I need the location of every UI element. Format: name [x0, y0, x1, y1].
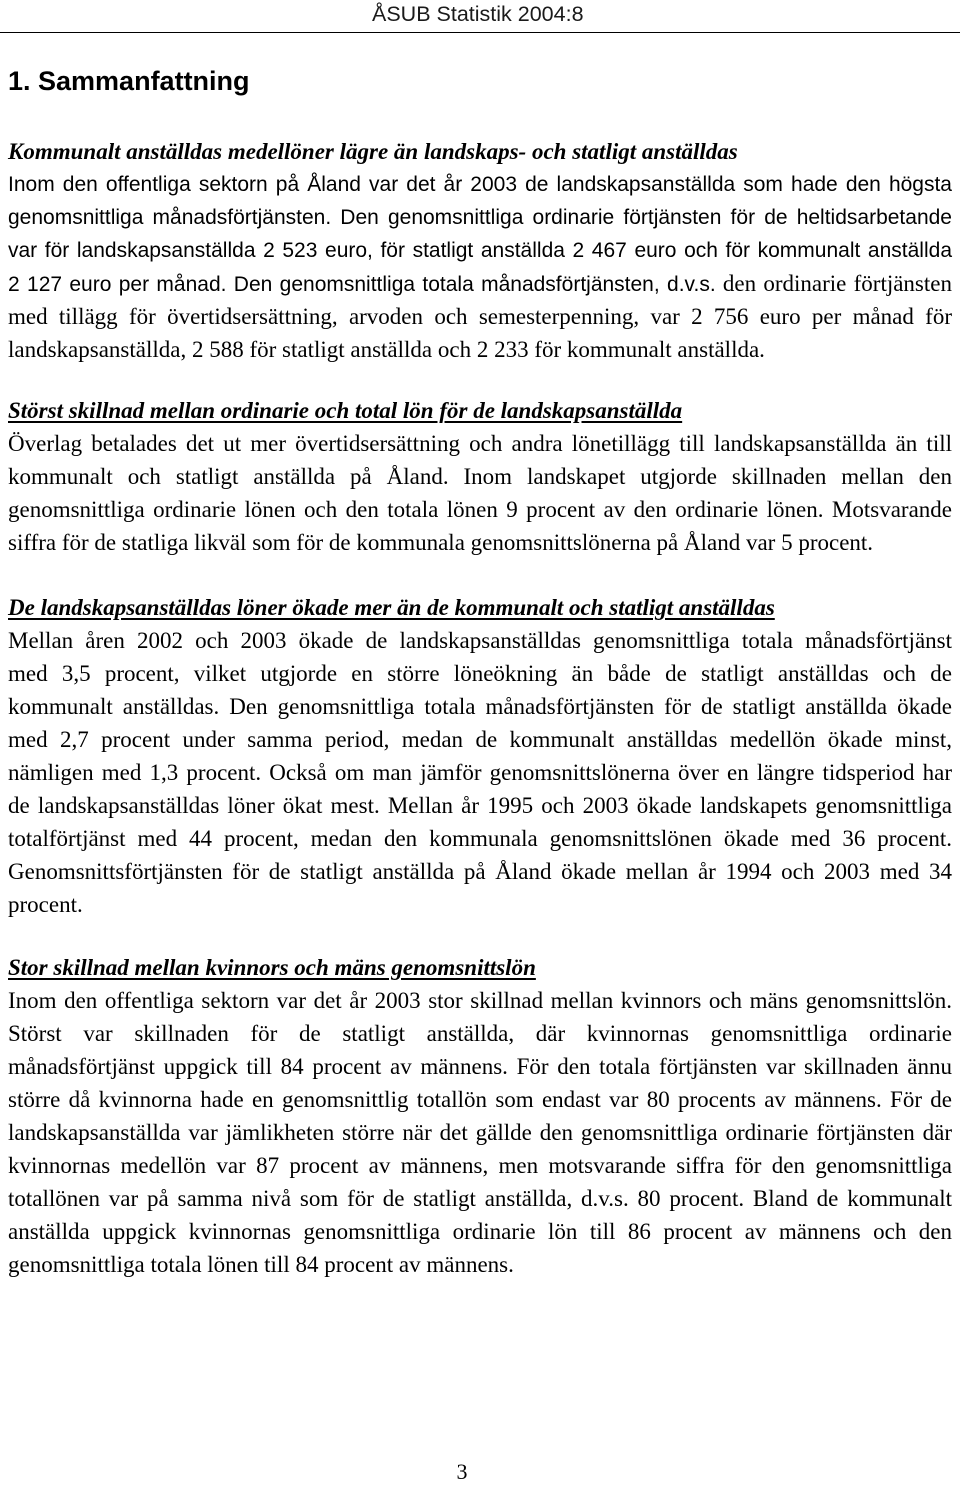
text-line: Inom den offentliga sektorn på Åland var det år 2003 de landskapsanställda som hade den högsta	[8, 173, 952, 196]
text-line: landskapsanställda, 2 588 för statligt anställda och 2 233 för kommunalt anställda.	[8, 337, 765, 362]
text-line: med 3,5 procent, vilket utgjorde en större löneökning än både de statligt anställdas och de	[8, 661, 952, 686]
section-heading: Kommunalt anställdas medellöner lägre än landskaps- och statligt anställdas	[8, 139, 738, 164]
text-line: landskapsanställda var jämlikheten större när det gällde den genomsnittliga ordinarie förtjänsten där	[8, 1120, 952, 1145]
paragraph	[8, 168, 952, 366]
text-line-sans-part: 2 127 euro per månad. Den genomsnittliga totala månadsförtjänsten, d.v.s.	[8, 273, 716, 296]
text-line: Störst var skillnaden för de statligt anställda, där kvinnornas genomsnittliga ordinarie	[8, 1021, 952, 1046]
text-line: genomsnittliga månadsförtjänsten. Den genomsnittliga ordinarie förtjänsten för de heltidsarbetande	[8, 206, 952, 229]
text-line: procent.	[8, 892, 83, 917]
section-heading: Störst skillnad mellan ordinarie och total lön för de landskapsanställda	[8, 398, 683, 423]
text-line: kommunalt och statligt anställda på Åland. Inom landskapet utgjorde skillnaden mellan den	[8, 464, 952, 489]
text-line-serif-part: den ordinarie förtjänsten	[722, 271, 952, 296]
section-heading: Stor skillnad mellan kvinnors och mäns genomsnittslön	[8, 955, 536, 980]
text-line: med 2,7 procent under samma period, medan de kommunalt anställdas medellön ökade minst,	[8, 727, 952, 752]
text-line: totallönen var på samma nivå som för de statligt anställda, d.v.s. 80 procent. Bland de kommunalt	[8, 1186, 952, 1211]
text-line: siffra för de statliga likväl som för de kommunala genomsnittslönerna på Åland var 5 procent.	[8, 530, 874, 555]
text-line: de landskapsanställdas löner ökat mest. Mellan år 1995 och 2003 ökade landskapets genomsnittliga	[8, 793, 952, 818]
text-line: genomsnittliga totala lönen till 84 procent av männens.	[8, 1252, 514, 1277]
text-line: kommunalt anställdas. Den genomsnittliga totala månadsförtjänsten för de statligt anställda ökade	[8, 694, 952, 719]
text-line: Inom den offentliga sektorn var det år 2003 stor skillnad mellan kvinnors och mäns genomsnittslön.	[8, 988, 952, 1013]
text-line-mixed	[8, 267, 952, 300]
text-line: med tillägg för övertidsersättning, arvoden och semesterpenning, var 2 756 euro per månad för	[8, 304, 952, 329]
header-rule	[0, 32, 960, 33]
text-line: Överlag betalades det ut mer övertidsersättning och andra lönetillägg till landskapsanställda än till	[8, 431, 952, 456]
text-line: nämligen med 1,3 procent. Också om man jämför genomsnittslönerna över en längre tidsperiod har	[8, 760, 952, 785]
page-number: 3	[456, 1459, 468, 1484]
text-line: anställda uppgick kvinnornas genomsnittliga ordinarie lön till 86 procent av männens och den	[8, 1219, 952, 1244]
section-gender-gap	[8, 951, 952, 1281]
paragraph	[8, 624, 952, 921]
text-line: var för landskapsanställda 2 523 euro, för statligt anställda 2 467 euro och för kommunalt anställda	[8, 239, 952, 262]
section-heading: De landskapsanställdas löner ökade mer än de kommunalt och statligt anställdas	[8, 595, 775, 620]
text-line: kvinnornas medellön var 87 procent av männens, men motsvarande siffra för den genomsnittliga	[8, 1153, 952, 1178]
running-header: ÅSUB Statistik 2004:8	[372, 2, 584, 26]
text-line: Mellan åren 2002 och 2003 ökade de landskapsanställdas genomsnittliga totala månadsförtjänst	[8, 628, 952, 653]
paragraph	[8, 427, 952, 559]
page-title: 1. Sammanfattning	[8, 66, 250, 96]
text-line: totalförtjänst med 44 procent, medan den kommunala genomsnittslönen ökade med 36 procent.	[8, 826, 952, 851]
section-summary-municipal	[8, 135, 952, 366]
text-line: Genomsnittsförtjänsten för de statligt anställda på Åland ökade mellan år 1994 och 2003 med 34	[8, 859, 952, 884]
section-ordinary-vs-total	[8, 394, 952, 559]
text-line: genomsnittliga ordinarie lönen och den totala lönen 9 procent av den ordinarie lönen. Motsvarande	[8, 497, 952, 522]
section-wage-growth	[8, 591, 952, 921]
paragraph	[8, 984, 952, 1281]
text-line: månadsförtjänst uppgick till 84 procent av männens. För den totala förtjänsten var skillnaden ännu	[8, 1054, 952, 1079]
text-line: större då kvinnorna hade en genomsnittlig totallön som endast var 80 procents av männens. För de	[8, 1087, 952, 1112]
